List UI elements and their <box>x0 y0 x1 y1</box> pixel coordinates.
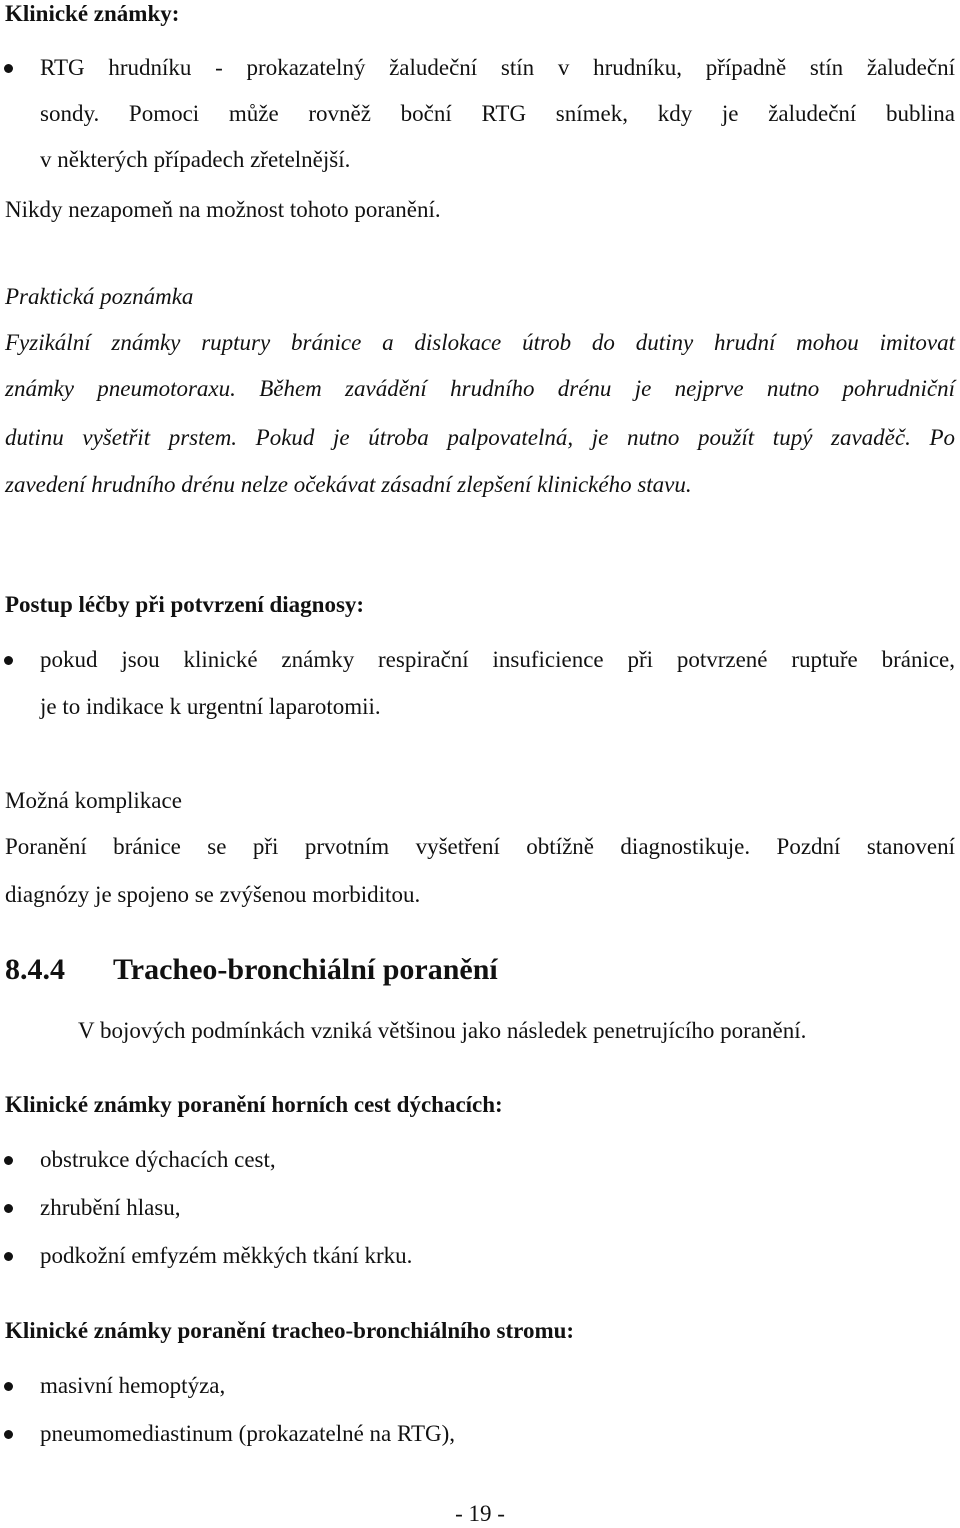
chapter-title: Tracheo-bronchiální poranění <box>113 953 498 986</box>
page-number: - 19 - <box>455 1501 505 1526</box>
treatment-heading: Postup léčby při potvrzení diagnosy: <box>5 592 365 617</box>
signs-heading: Klinické známky: <box>5 1 180 26</box>
rtg-item-line-1: RTG hrudníku - prokazatelný žaludeční stín v hrudníku, případně stín žaludeční <box>40 55 955 80</box>
tracheo-tree-item: pneumomediastinum (prokazatelné na RTG), <box>40 1421 456 1446</box>
chapter-number: 8.4.4 <box>5 953 65 986</box>
bullet-icon <box>4 1430 13 1439</box>
never-forget-text: Nikdy nezapomeň na možnost tohoto poranění. <box>5 197 441 222</box>
treatment-item-line-1: pokud jsou klinické známky respirační insuficience při potvrzené ruptuře bránice, <box>40 647 955 672</box>
practical-note-line-4: zavedení hrudního drénu nelze očekávat zásadní zlepšení klinického stavu. <box>5 472 692 497</box>
treatment-item-line-2: je to indikace k urgentní laparotomii. <box>40 694 381 719</box>
tracheo-tree-heading: Klinické známky poranění tracheo-bronchiálního stromu: <box>5 1318 575 1343</box>
bullet-icon <box>4 1204 13 1213</box>
rtg-item-line-2: sondy. Pomoci může rovněž boční RTG snímek, kdy je žaludeční bublina <box>40 101 955 126</box>
practical-note-line-1: Fyzikální známky ruptury bránice a dislokace útrob do dutiny hrudní mohou imitovat <box>5 330 955 355</box>
bullet-icon <box>4 64 13 73</box>
upper-airway-heading: Klinické známky poranění horních cest dýchacích: <box>5 1092 503 1117</box>
practical-note-line-2: známky pneumotoraxu. Během zavádění hrudního drénu je nejprve nutno pohrudniční <box>5 376 955 401</box>
bullet-icon <box>4 1382 13 1391</box>
upper-airway-item: zhrubění hlasu, <box>40 1195 181 1220</box>
practical-note-title: Praktická poznámka <box>5 284 194 309</box>
chapter-intro: V bojových podmínkách vzniká většinou jako následek penetrujícího poranění. <box>78 1018 807 1043</box>
complications-line-2: diagnózy je spojeno se zvýšenou morbiditou. <box>5 882 421 907</box>
complications-line-1: Poranění bránice se při prvotním vyšetření obtížně diagnostikuje. Pozdní stanovení <box>5 834 955 859</box>
bullet-icon <box>4 1252 13 1261</box>
bullet-icon <box>4 1156 13 1165</box>
chapter-heading <box>5 952 498 988</box>
practical-note-line-3: dutinu vyšetřit prstem. Pokud je útroba palpovatelná, je nutno použít tupý zavaděč. Po <box>5 425 955 450</box>
complications-title: Možná komplikace <box>5 788 182 813</box>
upper-airway-item: obstrukce dýchacích cest, <box>40 1147 276 1172</box>
rtg-item-line-3: v některých případech zřetelnější. <box>40 147 351 172</box>
upper-airway-item: podkožní emfyzém měkkých tkání krku. <box>40 1243 413 1268</box>
bullet-icon <box>4 656 13 665</box>
tracheo-tree-item: masivní hemoptýza, <box>40 1373 226 1398</box>
